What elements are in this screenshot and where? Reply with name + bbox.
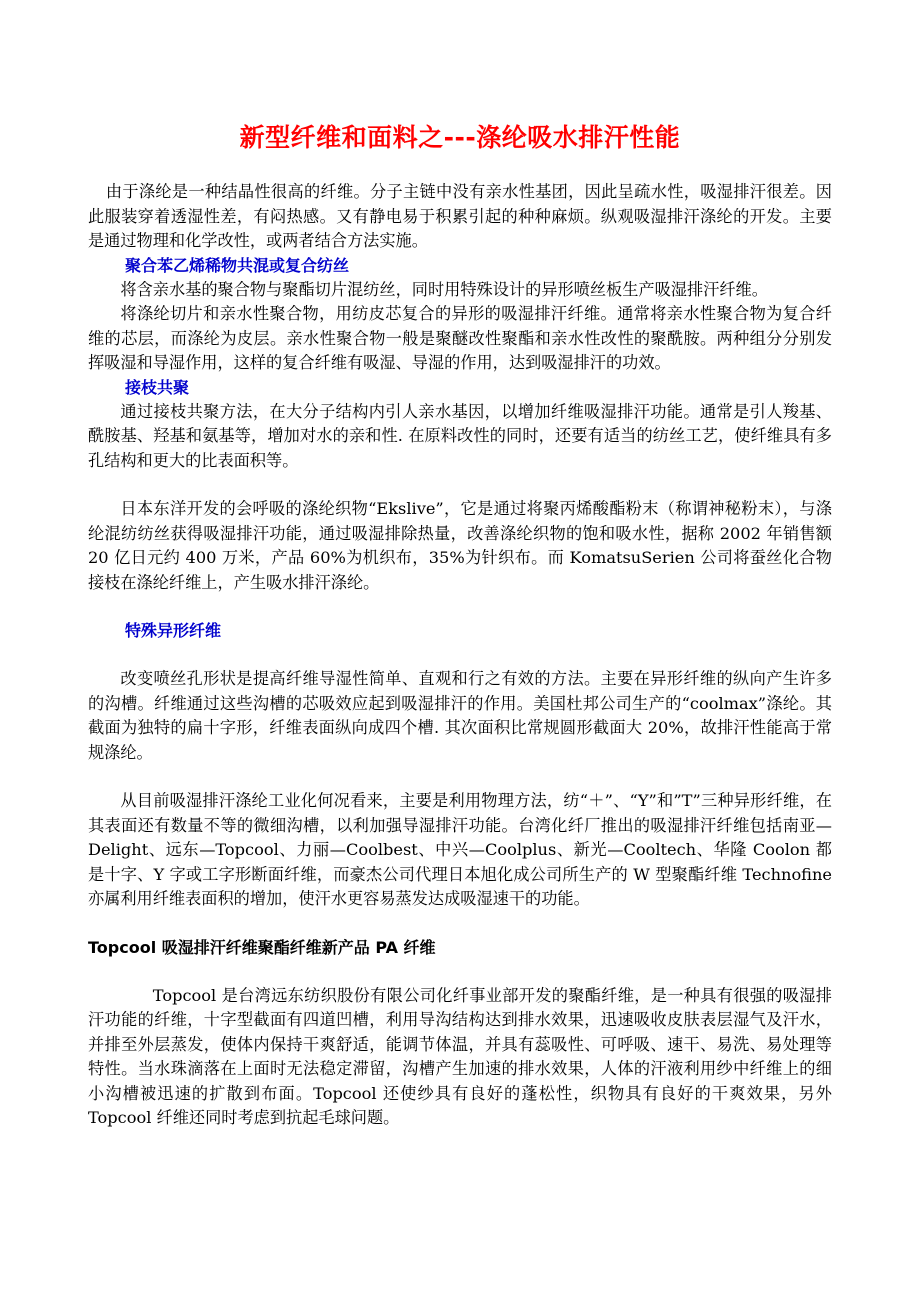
section-heading-special-profile-fiber: 特殊异形纤维 [125, 621, 222, 640]
section-heading-topcool: Topcool 吸湿排汗纤维聚酯纤维新产品 PA 纤维 [88, 937, 436, 957]
page-title: 新型纤维和面料之---涤纶吸水排汗性能 [239, 123, 681, 152]
paragraph: Topcool 是台湾远东纺织股份有限公司化纤事业部开发的聚酯纤维，是一种具有很强的吸湿排汗功能的纤维，十字型截面有四道凹槽，利用导沟结构达到排水效果，迅速吸收皮肤表层湿气及汗水，并排至外层蒸发，使体内保持干爽舒适，能调节体温，并具有蕊吸性、可呼吸、速干、易洗、易处理等特性。当水珠滴落在上面时无法稳定滞留，沟槽产生加速的排水效果，人体的汗液利用纱中纤维上的细小沟槽被迅速的扩散到布面。Topcool 还使纱具有良好的蓬松性，织物具有良好的干爽效果，另外 Topcool 纤维还同时考虑到抗起毛球问题。 [88, 985, 832, 1127]
document-body [88, 180, 832, 1131]
section-heading-blend-spinning: 聚合苯乙烯稀物共混或复合纺丝 [125, 255, 350, 275]
intro-paragraph: 由于涤纶是一种结晶性很高的纤维。分子主链中没有亲水性基团，因此呈疏水性，吸湿排汗很差。因此服装穿着透湿性差，有闷热感。又有静电易于积累引起的种种麻烦。纵观吸湿排汗涤纶的开发。主要是通过物理和化学改性，或两者结合方法实施。 [88, 182, 832, 250]
paragraph: 从目前吸湿排汗涤纶工业化何况看来，主要是利用物理方法，纺“＋”、“Y”和”T”三种异形纤维，在其表面还有数量不等的微细沟槽，以利加强导湿排汗功能。台湾化纤厂推出的吸湿排汗纤维包括南亚—Delight、远东—Topcool、力丽—Coolbest、中兴—Coolplus、新光—Cooltech、华隆 Coolon 都是十字、Y 字或工字形断面纤维，而豪杰公司代理日本旭化成公司所生产的 W 型聚酯纤维 Technofine 亦属利用纤维表面积的增加，使汗水更容易蒸发达成吸湿速干的功能。 [88, 791, 832, 908]
paragraph: 通过接枝共聚方法，在大分子结构内引人亲水基因，以增加纤维吸湿排汗功能。通常是引人羧基、酰胺基、羟基和氨基等，增加对水的亲和性. 在原料改性的同时，还要有适当的纺丝工艺，使纤维具有多孔结构和更大的比表面积等。 [88, 401, 832, 470]
paragraph: 将涤纶切片和亲水性聚合物，用纺皮芯复合的异形的吸湿排汗纤维。通常将亲水性聚合物为复合纤维的芯层，而涤纶为皮层。亲水性聚合物一般是聚醚改性聚酯和亲水性改性的聚酰胺。两种组分分别发挥吸湿和导湿作用，这样的复合纤维有吸湿、导湿的作用，达到吸湿排汗的功效。 [88, 304, 832, 372]
paragraph: 改变喷丝孔形状是提高纤维导湿性简单、直观和行之有效的方法。主要在异形纤维的纵向产生许多的沟槽。纤维通过这些沟槽的芯吸效应起到吸湿排汗的作用。美国杜邦公司生产的“coolmax”涤纶。其截面为独特的扁十字形，纤维表面纵向成四个槽. 其次面积比常规圆形截面大 20%，故排汗性能高于常规涤纶。 [88, 669, 832, 762]
paragraph: 将含亲水基的聚合物与聚酯切片混纺丝，同时用特殊设计的异形喷丝板生产吸湿排汗纤维。 [120, 279, 768, 299]
section-heading-graft-copolymer: 接枝共聚 [125, 377, 190, 397]
paragraph: 日本东洋开发的会呼吸的涤纶织物“Ekslive”，它是通过将聚丙烯酸酯粉末（称谓神秘粉末），与涤纶混纺纺丝获得吸湿排汗功能，通过吸湿排除热量，改善涤纶织物的饱和吸水性，据称 2002 年销售额 20 亿日元约 400 万米，产品 60%为机织布，35%为针织布。而 KomatsuSerien 公司将蚕丝化合物接枝在涤纶纤维上，产生吸水排汗涤纶。 [88, 499, 832, 592]
